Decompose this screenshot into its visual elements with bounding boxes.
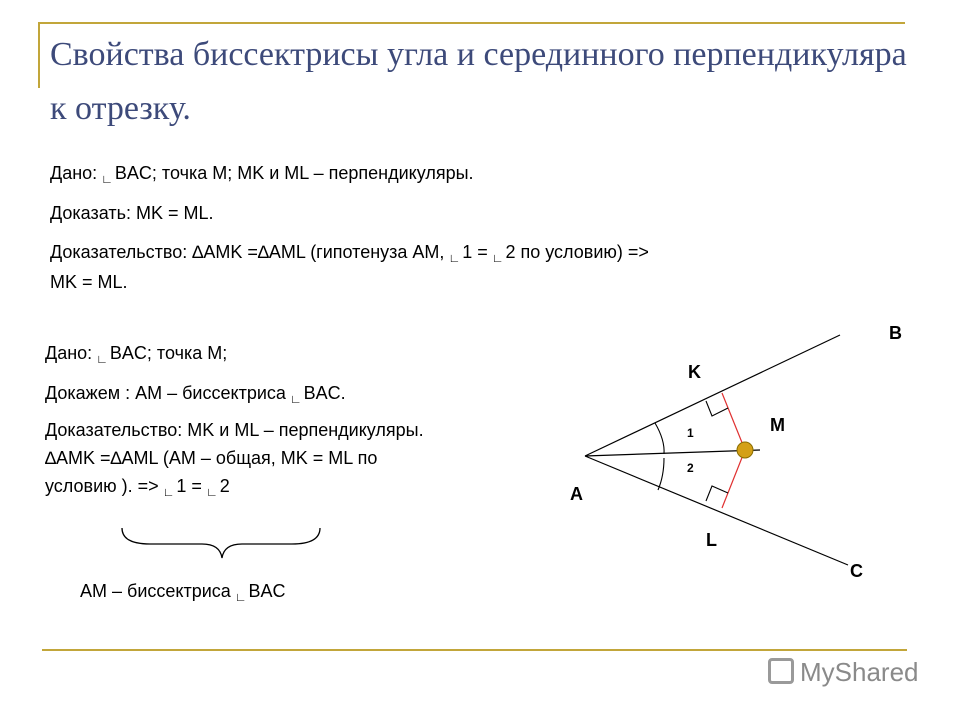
angle-icon: ∟ (96, 352, 108, 366)
perpendicular-ml (722, 450, 745, 508)
angle-icon: ∟ (101, 172, 113, 186)
given-line-1: Дано: $_∟$ BAC; точка M; MK и ML – перпендикуляры. (50, 163, 474, 186)
angle-icon: ∟ (162, 485, 175, 499)
bisector-am (585, 450, 760, 456)
angle-2-arc (658, 458, 664, 490)
label-c: C (850, 561, 863, 581)
logo-icon (768, 658, 794, 684)
prove-line-2: Докажем : AM – биссектриса $_∟$ BAC. (45, 383, 346, 406)
angle-icon: ∟ (234, 590, 247, 604)
proof-line-1-cont: MK = ML. (50, 272, 128, 292)
label-k: K (688, 362, 701, 382)
label-l: L (706, 530, 717, 550)
watermark-logo: MyShared (768, 657, 919, 688)
given-line-2: Дано: $_∟$ BAC; точка M; (45, 343, 228, 366)
ray-ab (585, 335, 840, 456)
proof-line-1: Доказательство: ∆AMK =∆AML (гипотенуза AM, $_∟$ 1 = $_∟$ 2 по условию) => (50, 242, 649, 265)
slide-title: Свойства биссектрисы угла и серединного перпендикуляра к отрезку. (50, 36, 907, 127)
label-a: A (570, 484, 583, 504)
angle-icon: ∟ (491, 251, 504, 265)
prove-line-1: Доказать: MK = ML. (50, 203, 214, 223)
proof-line-2b: ∆AMK =∆AML (AM – общая, MK = ML по (45, 448, 378, 468)
right-angle-k-icon (706, 401, 728, 416)
angle-icon: ∟ (205, 485, 218, 499)
label-angle-2: 2 (687, 461, 694, 475)
proof-line-2c: условию ). => $_∟$ 1 = $_∟$ 2 (45, 476, 230, 499)
conclusion: AM – биссектриса $_∟$ BAC (80, 581, 286, 604)
angle-icon: ∟ (448, 251, 461, 265)
right-angle-l-icon (706, 486, 728, 501)
angle-1-arc (655, 423, 664, 454)
point-m (737, 442, 753, 458)
bottom-rule (42, 649, 907, 651)
proof-line-2: Доказательство: MK и ML – перпендикуляры. (45, 420, 424, 440)
label-m: M (770, 415, 785, 435)
label-angle-1: 1 (687, 426, 694, 440)
angle-icon: ∟ (289, 392, 302, 406)
label-b: B (889, 323, 902, 343)
perpendicular-mk (722, 393, 745, 450)
